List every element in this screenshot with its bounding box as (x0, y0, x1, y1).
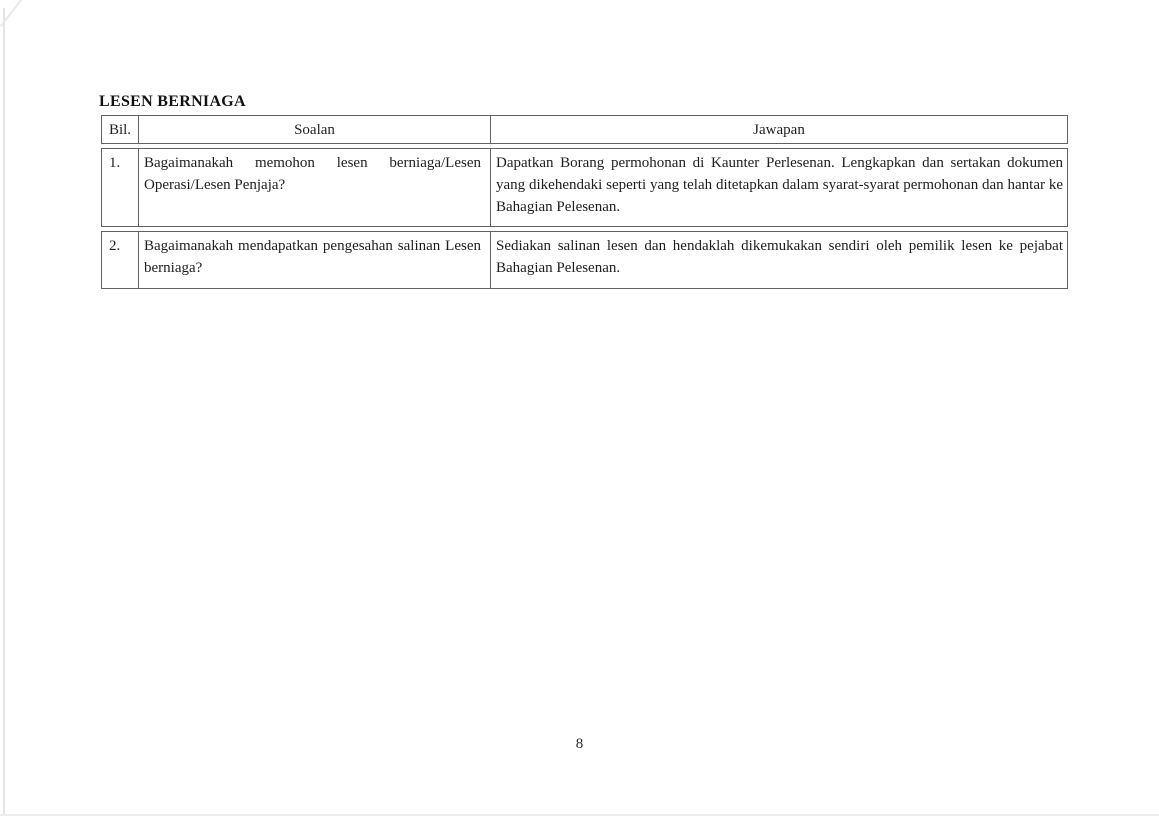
page-number: 8 (575, 736, 584, 752)
column-header-soalan: Soalan (139, 115, 491, 144)
question-text: Bagaimanakah mendapatkan pengesahan salinan Lesen berniaga? (139, 231, 491, 289)
answer-text: Sediakan salinan lesen dan hendaklah dikemukakan sendiri oleh pemilik lesen ke pejabat Bahagian Pelesenan. (491, 231, 1068, 289)
row-number: 2. (101, 231, 139, 289)
table-row (101, 231, 1068, 289)
page-title: LESEN BERNIAGA (99, 93, 246, 110)
column-header-jawapan: Jawapan (491, 115, 1068, 144)
question-text: Bagaimanakah memohon lesen berniaga/Lesen Operasi/Lesen Penjaja? (139, 148, 491, 227)
table-header-row (101, 115, 1068, 144)
faq-table (101, 111, 1068, 293)
table-row (101, 148, 1068, 227)
answer-text: Dapatkan Borang permohonan di Kaunter Perlesenan. Lengkapkan dan sertakan dokumen yang dikehendaki seperti yang telah ditetapkan dalam syarat-syarat permohonan dan hantar ke Bahagian Pelesenan. (491, 148, 1068, 227)
row-number: 1. (101, 148, 139, 227)
column-header-bil: Bil. (101, 115, 139, 144)
scan-left-edge-artifact (3, 8, 5, 816)
